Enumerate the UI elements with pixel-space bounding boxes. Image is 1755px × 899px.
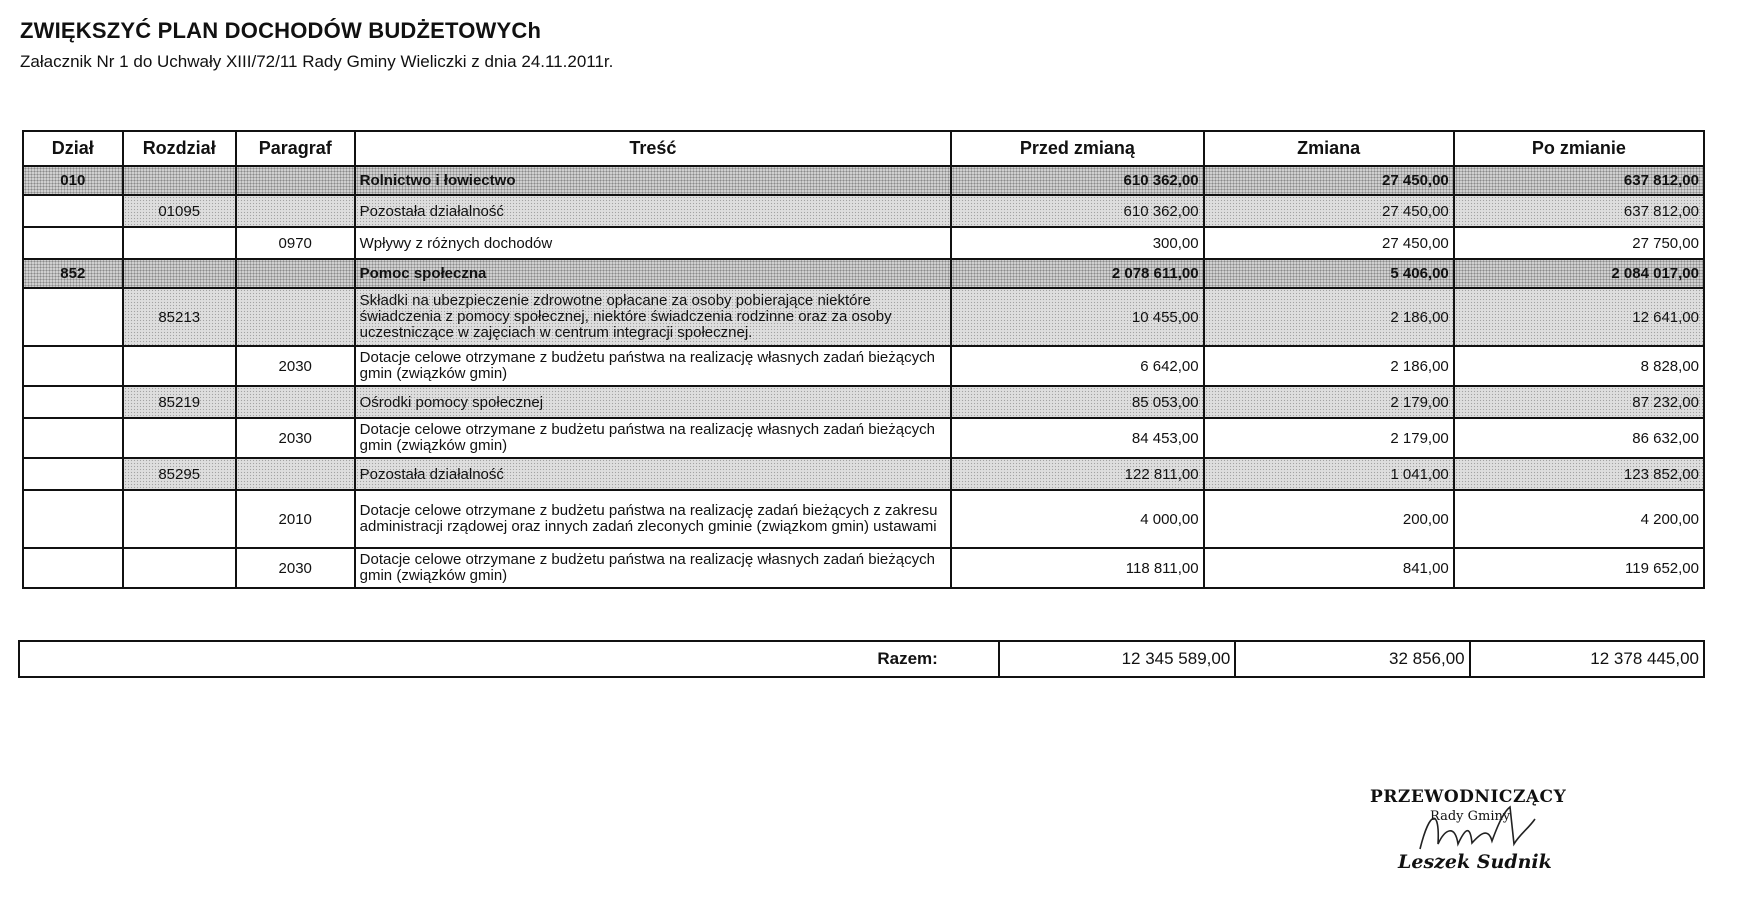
total-row	[19, 641, 1704, 677]
cell-przed: 10 455,00	[951, 288, 1203, 346]
cell-zmiana: 1 041,00	[1204, 458, 1454, 490]
total-przed: 12 345 589,00	[999, 641, 1235, 677]
handwritten-signature	[1410, 799, 1550, 859]
cell-dzial	[23, 490, 123, 548]
cell-przed: 610 362,00	[951, 195, 1203, 227]
cell-po: 123 852,00	[1454, 458, 1704, 490]
total-label: Razem:	[19, 641, 999, 677]
cell-po: 12 641,00	[1454, 288, 1704, 346]
cell-zmiana: 841,00	[1204, 548, 1454, 588]
total-table	[18, 640, 1705, 678]
budget-table	[22, 130, 1705, 589]
cell-przed: 6 642,00	[951, 346, 1203, 386]
cell-tresc: Pozostała działalność	[355, 458, 952, 490]
signature-name: Leszek Sudnik	[1398, 851, 1552, 873]
cell-po: 119 652,00	[1454, 548, 1704, 588]
cell-przed: 118 811,00	[951, 548, 1203, 588]
table-row-paragraf	[23, 490, 1704, 548]
cell-po: 86 632,00	[1454, 418, 1704, 458]
cell-zmiana: 27 450,00	[1204, 227, 1454, 259]
cell-paragraf: 2010	[236, 490, 355, 548]
col-header-po: Po zmianie	[1454, 131, 1704, 166]
cell-paragraf: 0970	[236, 227, 355, 259]
cell-rozdzial	[123, 418, 236, 458]
col-header-dzial: Dział	[23, 131, 123, 166]
cell-po: 637 812,00	[1454, 195, 1704, 227]
cell-zmiana: 200,00	[1204, 490, 1454, 548]
cell-zmiana: 2 179,00	[1204, 418, 1454, 458]
signature-subtitle: Rady Gminy	[1430, 809, 1511, 824]
col-header-zmiana: Zmiana	[1204, 131, 1454, 166]
cell-paragraf	[236, 458, 355, 490]
cell-tresc: Ośrodki pomocy społecznej	[355, 386, 952, 418]
cell-zmiana: 27 450,00	[1204, 195, 1454, 227]
cell-paragraf	[236, 386, 355, 418]
col-header-tresc: Treść	[355, 131, 952, 166]
cell-po: 27 750,00	[1454, 227, 1704, 259]
cell-rozdzial	[123, 259, 236, 288]
cell-tresc: Dotacje celowe otrzymane z budżetu państwa na realizację własnych zadań bieżących gmin (związków gmin)	[355, 548, 952, 588]
cell-dzial	[23, 458, 123, 490]
cell-rozdzial: 85219	[123, 386, 236, 418]
cell-po: 2 084 017,00	[1454, 259, 1704, 288]
table-row-paragraf	[23, 346, 1704, 386]
col-header-rozdzial: Rozdział	[123, 131, 236, 166]
cell-dzial	[23, 195, 123, 227]
cell-tresc: Wpływy z różnych dochodów	[355, 227, 952, 259]
cell-rozdzial	[123, 490, 236, 548]
cell-dzial	[23, 346, 123, 386]
table-row-rozdzial	[23, 195, 1704, 227]
cell-przed: 85 053,00	[951, 386, 1203, 418]
cell-dzial: 010	[23, 166, 123, 195]
cell-dzial	[23, 548, 123, 588]
cell-rozdzial	[123, 346, 236, 386]
cell-paragraf	[236, 195, 355, 227]
cell-tresc: Pomoc społeczna	[355, 259, 952, 288]
cell-rozdzial: 01095	[123, 195, 236, 227]
cell-rozdzial	[123, 166, 236, 195]
cell-dzial: 852	[23, 259, 123, 288]
cell-dzial	[23, 288, 123, 346]
cell-rozdzial	[123, 548, 236, 588]
table-row-rozdzial	[23, 458, 1704, 490]
cell-po: 8 828,00	[1454, 346, 1704, 386]
cell-tresc: Dotacje celowe otrzymane z budżetu państwa na realizację zadań bieżących z zakresu administracji rządowej oraz innych zadań zleconych gminie (związkom gmin) ustawami	[355, 490, 952, 548]
total-zmiana: 32 856,00	[1235, 641, 1469, 677]
table-row-paragraf	[23, 227, 1704, 259]
total-po: 12 378 445,00	[1470, 641, 1704, 677]
cell-zmiana: 27 450,00	[1204, 166, 1454, 195]
col-header-przed: Przed zmianą	[951, 131, 1203, 166]
table-header-row	[23, 131, 1704, 166]
cell-dzial	[23, 418, 123, 458]
cell-przed: 122 811,00	[951, 458, 1203, 490]
cell-zmiana: 2 186,00	[1204, 288, 1454, 346]
cell-tresc: Rolnictwo i łowiectwo	[355, 166, 952, 195]
table-row-dzial	[23, 166, 1704, 195]
cell-przed: 4 000,00	[951, 490, 1203, 548]
cell-tresc: Dotacje celowe otrzymane z budżetu państwa na realizację własnych zadań bieżących gmin (związków gmin)	[355, 418, 952, 458]
signature-block	[1370, 787, 1600, 887]
cell-przed: 300,00	[951, 227, 1203, 259]
col-header-paragraf: Paragraf	[236, 131, 355, 166]
cell-tresc: Składki na ubezpieczenie zdrowotne opłacane za osoby pobierające niektóre świadczenia z pomocy społecznej, niektóre świadczenia rodzinne oraz za osoby uczestniczące w zajęciach w centrum integracji społecznej.	[355, 288, 952, 346]
cell-przed: 84 453,00	[951, 418, 1203, 458]
cell-tresc: Dotacje celowe otrzymane z budżetu państwa na realizację własnych zadań bieżących gmin (związków gmin)	[355, 346, 952, 386]
cell-przed: 610 362,00	[951, 166, 1203, 195]
cell-po: 4 200,00	[1454, 490, 1704, 548]
cell-paragraf	[236, 288, 355, 346]
cell-rozdzial: 85213	[123, 288, 236, 346]
cell-tresc: Pozostała działalność	[355, 195, 952, 227]
cell-po: 87 232,00	[1454, 386, 1704, 418]
table-row-dzial	[23, 259, 1704, 288]
cell-paragraf	[236, 166, 355, 195]
document-subtitle: Załacznik Nr 1 do Uchwały XIII/72/11 Rady Gminy Wieliczki z dnia 24.11.2011r.	[20, 52, 614, 71]
cell-paragraf: 2030	[236, 418, 355, 458]
cell-rozdzial: 85295	[123, 458, 236, 490]
cell-dzial	[23, 227, 123, 259]
table-row-rozdzial	[23, 386, 1704, 418]
cell-paragraf	[236, 259, 355, 288]
document-title: ZWIĘKSZYĆ PLAN DOCHODÓW BUDŻETOWYCh	[20, 18, 542, 43]
cell-zmiana: 5 406,00	[1204, 259, 1454, 288]
cell-przed: 2 078 611,00	[951, 259, 1203, 288]
cell-zmiana: 2 186,00	[1204, 346, 1454, 386]
cell-paragraf: 2030	[236, 346, 355, 386]
cell-paragraf: 2030	[236, 548, 355, 588]
table-row-rozdzial	[23, 288, 1704, 346]
cell-po: 637 812,00	[1454, 166, 1704, 195]
cell-zmiana: 2 179,00	[1204, 386, 1454, 418]
table-row-paragraf	[23, 548, 1704, 588]
table-row-paragraf	[23, 418, 1704, 458]
cell-rozdzial	[123, 227, 236, 259]
cell-dzial	[23, 386, 123, 418]
signature-title: PRZEWODNICZĄCY	[1370, 787, 1567, 807]
